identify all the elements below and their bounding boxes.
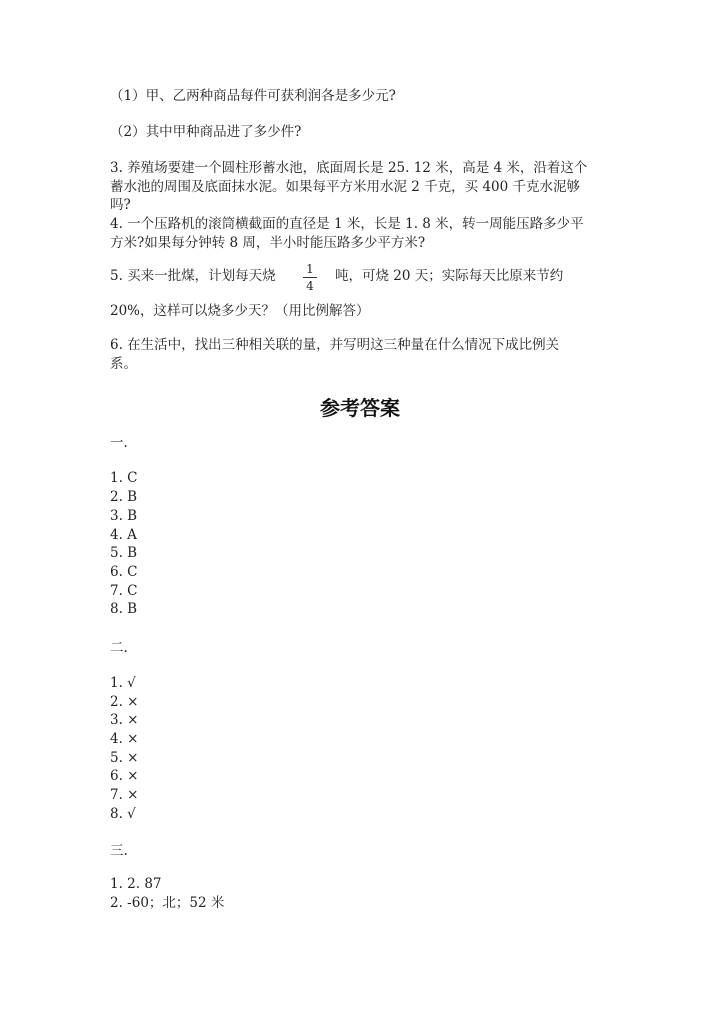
answer-item: 1. √ bbox=[110, 675, 136, 691]
fraction-numerator: 1 bbox=[306, 262, 314, 276]
question-2-sub-1: （1）甲、乙两种商品每件可获利润各是多少元? bbox=[110, 88, 396, 104]
answer-item: 2. B bbox=[110, 489, 138, 505]
section-heading: 一. bbox=[110, 435, 128, 451]
answer-item: 8. √ bbox=[110, 806, 136, 822]
fraction-bar bbox=[303, 277, 317, 278]
question-5-text-after: 吨，可烧 20 天；实际每天比原来节约 bbox=[335, 268, 564, 284]
section-heading: 二. bbox=[110, 640, 128, 656]
answer-item: 6. C bbox=[110, 564, 138, 580]
answer-item: 3. B bbox=[110, 508, 138, 524]
question-6-line: 6. 在生活中，找出三种相关联的量，并写明这三种量在什么情况下成比例关 bbox=[110, 337, 560, 353]
fraction bbox=[300, 262, 320, 293]
answer-item: 6. × bbox=[110, 768, 139, 784]
question-3-line: 3. 养殖场要建一个圆柱形蓄水池，底面周长是 25. 12 米，高是 4 米，沿着这个 bbox=[110, 160, 588, 176]
question-4-line: 方米?如果每分钟转 8 周，半小时能压路多少平方米? bbox=[110, 235, 426, 251]
answer-item: 8. B bbox=[110, 601, 138, 617]
question-3-line: 蓄水池的周围及底面抹水泥。如果每平方米用水泥 2 千克，买 400 千克水泥够 bbox=[110, 179, 581, 195]
fraction-denominator: 4 bbox=[306, 279, 314, 293]
question-2-sub-2: （2）其中甲种商品进了多少件? bbox=[110, 124, 302, 140]
answer-item: 4. A bbox=[110, 527, 137, 543]
answer-item: 1. C bbox=[110, 470, 138, 486]
answer-item: 2. -60；北；52 米 bbox=[110, 895, 225, 911]
question-5-line-2: 20%，这样可以烧多少天？（用比例解答） bbox=[110, 303, 370, 319]
answers-title: 参考答案 bbox=[320, 396, 400, 420]
answer-item: 5. × bbox=[110, 750, 139, 766]
question-6-line: 系。 bbox=[110, 356, 137, 372]
answer-item: 5. B bbox=[110, 545, 138, 561]
answer-item: 7. × bbox=[110, 787, 139, 803]
answer-item: 1. 2. 87 bbox=[110, 876, 162, 892]
answer-item: 4. × bbox=[110, 731, 139, 747]
answer-item: 2. × bbox=[110, 694, 139, 710]
question-5-text-before: 5. 买来一批煤，计划每天烧 bbox=[110, 268, 276, 284]
section-heading: 三. bbox=[110, 843, 128, 859]
answer-item: 3. × bbox=[110, 712, 139, 728]
answer-item: 7. C bbox=[110, 583, 138, 599]
question-3-line: 吗? bbox=[110, 197, 131, 213]
question-4-line: 4. 一个压路机的滚筒横截面的直径是 1 米，长是 1. 8 米，转一周能压路多少平 bbox=[110, 216, 584, 232]
